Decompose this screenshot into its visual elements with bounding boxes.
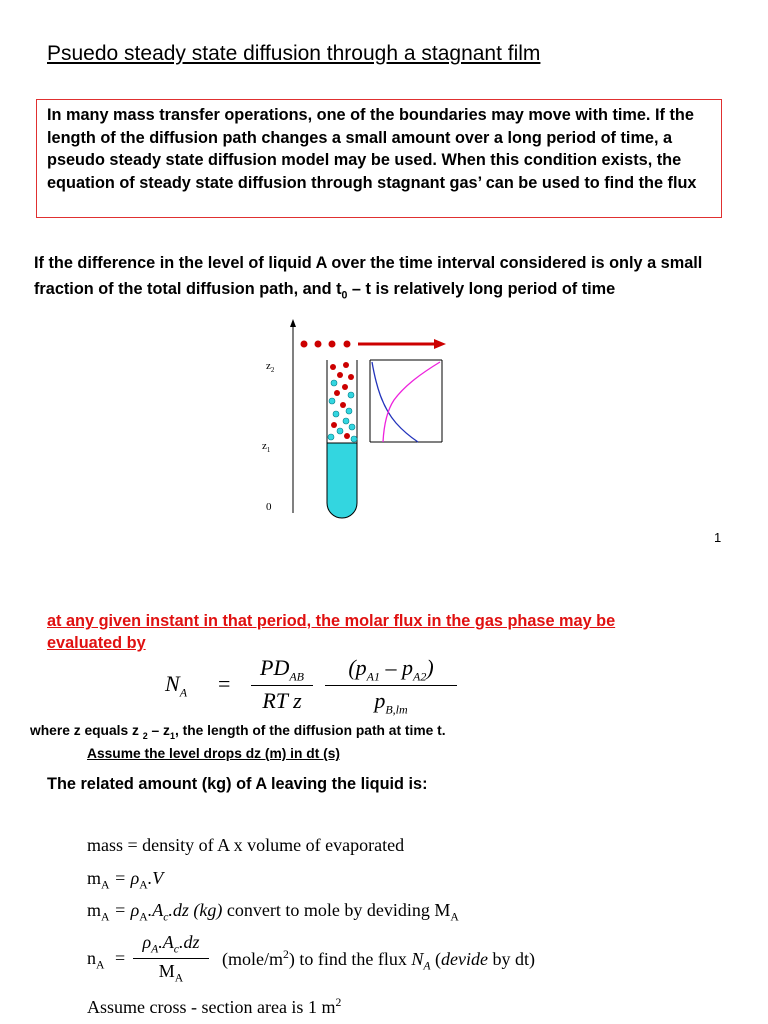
flow-arrow-head [434, 339, 446, 349]
eq-na-den: $M_A$ [158, 961, 184, 985]
flux-num1: $PD_{AB}$ [260, 655, 304, 684]
flux-equals: = [218, 671, 231, 696]
paragraph-part1: If the difference in the level of liquid A over the time interval considered is only a small fraction of the total diffusion path, and t [34, 254, 703, 298]
eq-na [87, 932, 707, 990]
eq-ma2: $m_A = \rho_A.A_c.dz$ (kg) convert to mole by deviding $M_A$ [87, 900, 459, 924]
eq-area: Assume cross - section area is 1 $m^2$ [87, 996, 342, 1017]
flux-fraction-bar1 [251, 685, 313, 686]
magenta-profile-curve [383, 362, 440, 442]
label-z1: $z_1$ [262, 440, 271, 454]
diffusion-diagram [250, 315, 460, 520]
blue-profile-curve [372, 362, 418, 442]
label-zero: 0 [266, 501, 272, 513]
eq-mass: mass = density of A x volume of evaporated [87, 835, 405, 855]
eq-na-equals: = [115, 948, 126, 968]
page-number: 1 [714, 530, 722, 545]
eq-na-tail: $(mole/m^2)$ to find the flux $N_A$ (devide by dt) [222, 948, 535, 973]
dot [344, 341, 351, 348]
gas-molecules [328, 362, 357, 442]
flux-fraction-bar2 [325, 685, 457, 686]
flux-den2: $p_{B,lm}$ [374, 688, 408, 717]
dot [329, 341, 336, 348]
dot [315, 341, 322, 348]
eq-ma1: $m_A = \rho_A.V$ [87, 868, 164, 892]
eq-na-fraction-bar [133, 958, 209, 959]
level-paragraph [34, 250, 724, 308]
assume-line: Assume the level drops dz (m) in dt (s) [87, 746, 340, 761]
flux-lhs: $N_A$ [165, 671, 188, 700]
page-title: Psuedo steady state diffusion through a stagnant film [47, 42, 541, 65]
where-line: where z equals z $_2 - z_1$, the length of the diffusion path at time t. [30, 723, 446, 741]
paragraph-sub: 0 [341, 289, 348, 302]
eq-na-lhs: $n_A$ [87, 948, 105, 972]
related-line: The related amount (kg) of A leaving the liquid is: [47, 775, 428, 793]
paragraph-part2: – t is relatively long period of time [347, 280, 616, 298]
z-axis-arrow [290, 319, 296, 327]
dot [301, 341, 308, 348]
label-z2: $z_2$ [266, 360, 275, 374]
flux-den1: RT z [262, 688, 302, 713]
intro-box-text: In many mass transfer operations, one of the boundaries may move with time. If the length of the diffusion path changes a small amount over a long period of time, a pseudo steady state diffusion model may be used. When this condition exists, the equation of steady state diffusion through stagnant gas’ can be used to find the flux [47, 106, 697, 192]
flux-num2: $(p_{A1} - p_{A2})$ [348, 655, 434, 684]
eq-na-num: $\rho_A.A_c.dz$ [142, 932, 200, 956]
liquid-a [327, 443, 357, 518]
flux-equation [165, 655, 465, 721]
red-statement: at any given instant in that period, the molar flux in the gas phase may be evaluated by [47, 612, 616, 652]
